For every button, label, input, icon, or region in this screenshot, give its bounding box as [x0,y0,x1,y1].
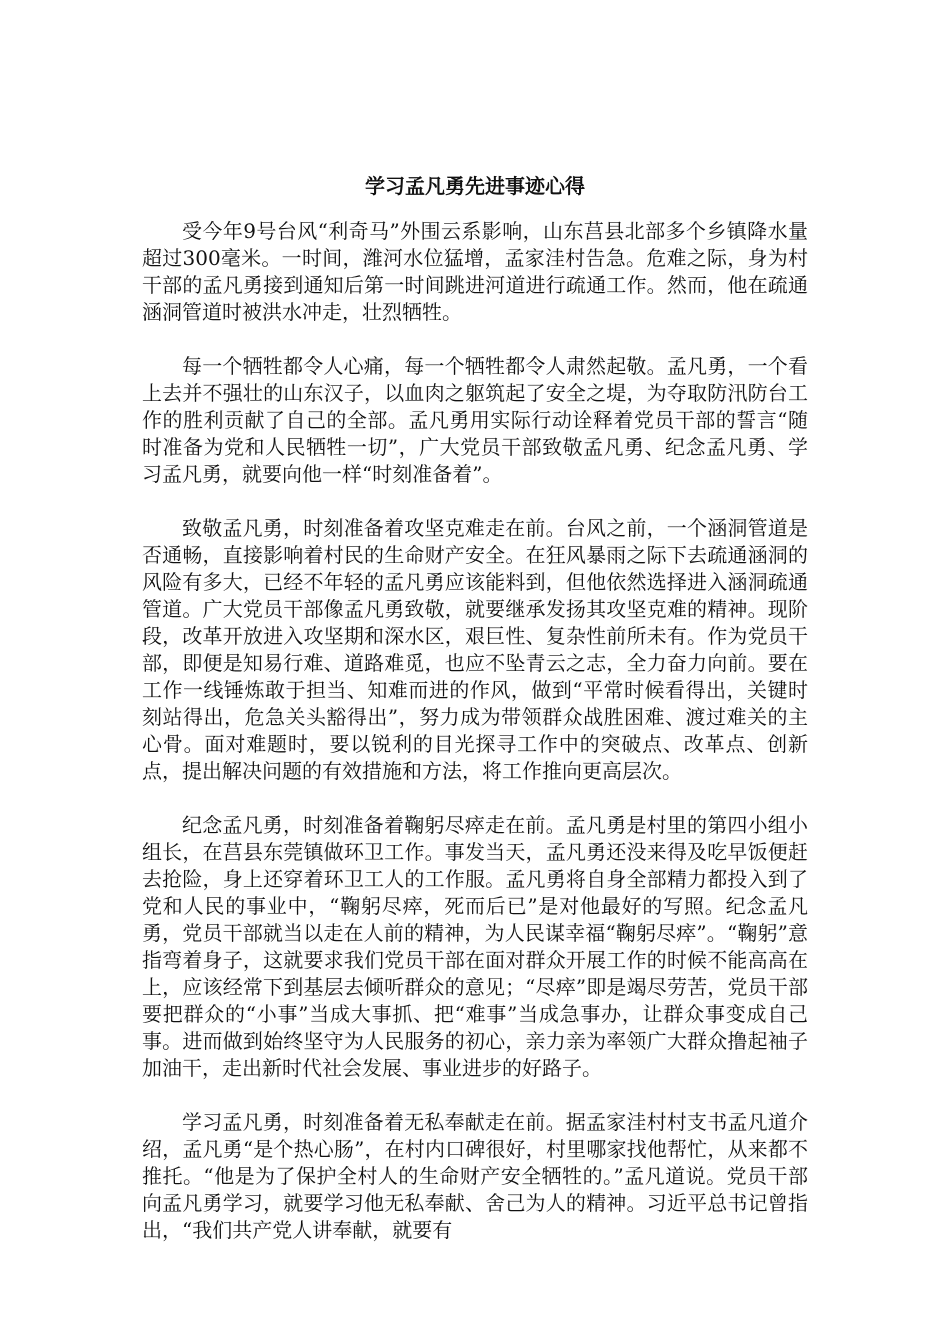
document-body [142,172,808,1271]
paragraph-1: 受今年9号台风“利奇马”外围云系影响，山东莒县北部多个乡镇降水量超过300毫米。一时间，潍河水位猛增，孟家洼村告急。危难之际，身为村干部的孟凡勇接到通知后第一时间跳进河道进行疏通工作。然而，他在疏通涵洞管道时被洪水冲走，壮烈牺牲。 [142,219,808,324]
document-title: 学习孟凡勇先进事迹心得 [365,174,585,198]
paragraph-2: 每一个牺牲都令人心痛，每一个牺牲都令人肃然起敬。孟凡勇，一个看上去并不强壮的山东汉子，以血肉之躯筑起了安全之堤，为夺取防汛防台工作的胜利贡献了自己的全部。孟凡勇用实际行动诠释着党员干部的誓言“随时准备为党和人民牺牲一切”，广大党员干部致敬孟凡勇、纪念孟凡勇、学习孟凡勇，就要向他一样“时刻准备着”。 [142,354,808,486]
paragraph-3: 致敬孟凡勇，时刻准备着攻坚克难走在前。台风之前，一个涵洞管道是否通畅，直接影响着村民的生命财产安全。在狂风暴雨之际下去疏通涵洞的风险有多大，已经不年轻的孟凡勇应该能料到，但他依然选择进入涵洞疏通管道。广大党员干部像孟凡勇致敬，就要继承发扬其攻坚克难的精神。现阶段，改革开放进入攻坚期和深水区，艰巨性、复杂性前所未有。作为党员干部，即便是知易行难、道路难觅，也应不坠青云之志，全力奋力向前。要在工作一线锤炼敢于担当、知难而进的作风，做到“平常时候看得出，关键时刻站得出，危急关头豁得出”，努力成为带领群众战胜困难、渡过难关的主心骨。面对难题时，要以锐利的目光探寻工作中的突破点、改革点、创新点，提出解决问题的有效措施和方法，将工作推向更高层次。 [142,516,808,783]
paragraph-4: 纪念孟凡勇，时刻准备着鞠躬尽瘁走在前。孟凡勇是村里的第四小组小组长，在莒县东莞镇做环卫工作。事发当天，孟凡勇还没来得及吃早饭便赶去抢险，身上还穿着环卫工人的工作服。孟凡勇将自身全部精力都投入到了党和人民的事业中，“鞠躬尽瘁，死而后已”是对他最好的写照。纪念孟凡勇，党员干部就当以走在人前的精神，为人民谋幸福“鞠躬尽瘁”。“鞠躬”意指弯着身子，这就要求我们党员干部在面对群众开展工作的时候不能高高在上，应该经常下到基层去倾听群众的意见；“尽瘁”即是竭尽劳苦，党员干部要把群众的“小事”当成大事抓、把“难事”当成急事办，让群众事变成自己事。进而做到始终坚守为人民服务的初心，亲力亲为率领广大群众撸起袖子加油干，走出新时代社会发展、事业进步的好路子。 [142,813,808,1080]
paragraph-5: 学习孟凡勇，时刻准备着无私奉献走在前。据孟家洼村村支书孟凡道介绍，孟凡勇“是个热心肠”，在村内口碑很好，村里哪家找他帮忙，从来都不推托。“他是为了保护全村人的生命财产安全牺牲的。”孟凡道说。党员干部向孟凡勇学习，就要学习他无私奉献、舍己为人的精神。习近平总书记曾指出，“我们共产党人讲奉献，就要有 [142,1110,808,1242]
